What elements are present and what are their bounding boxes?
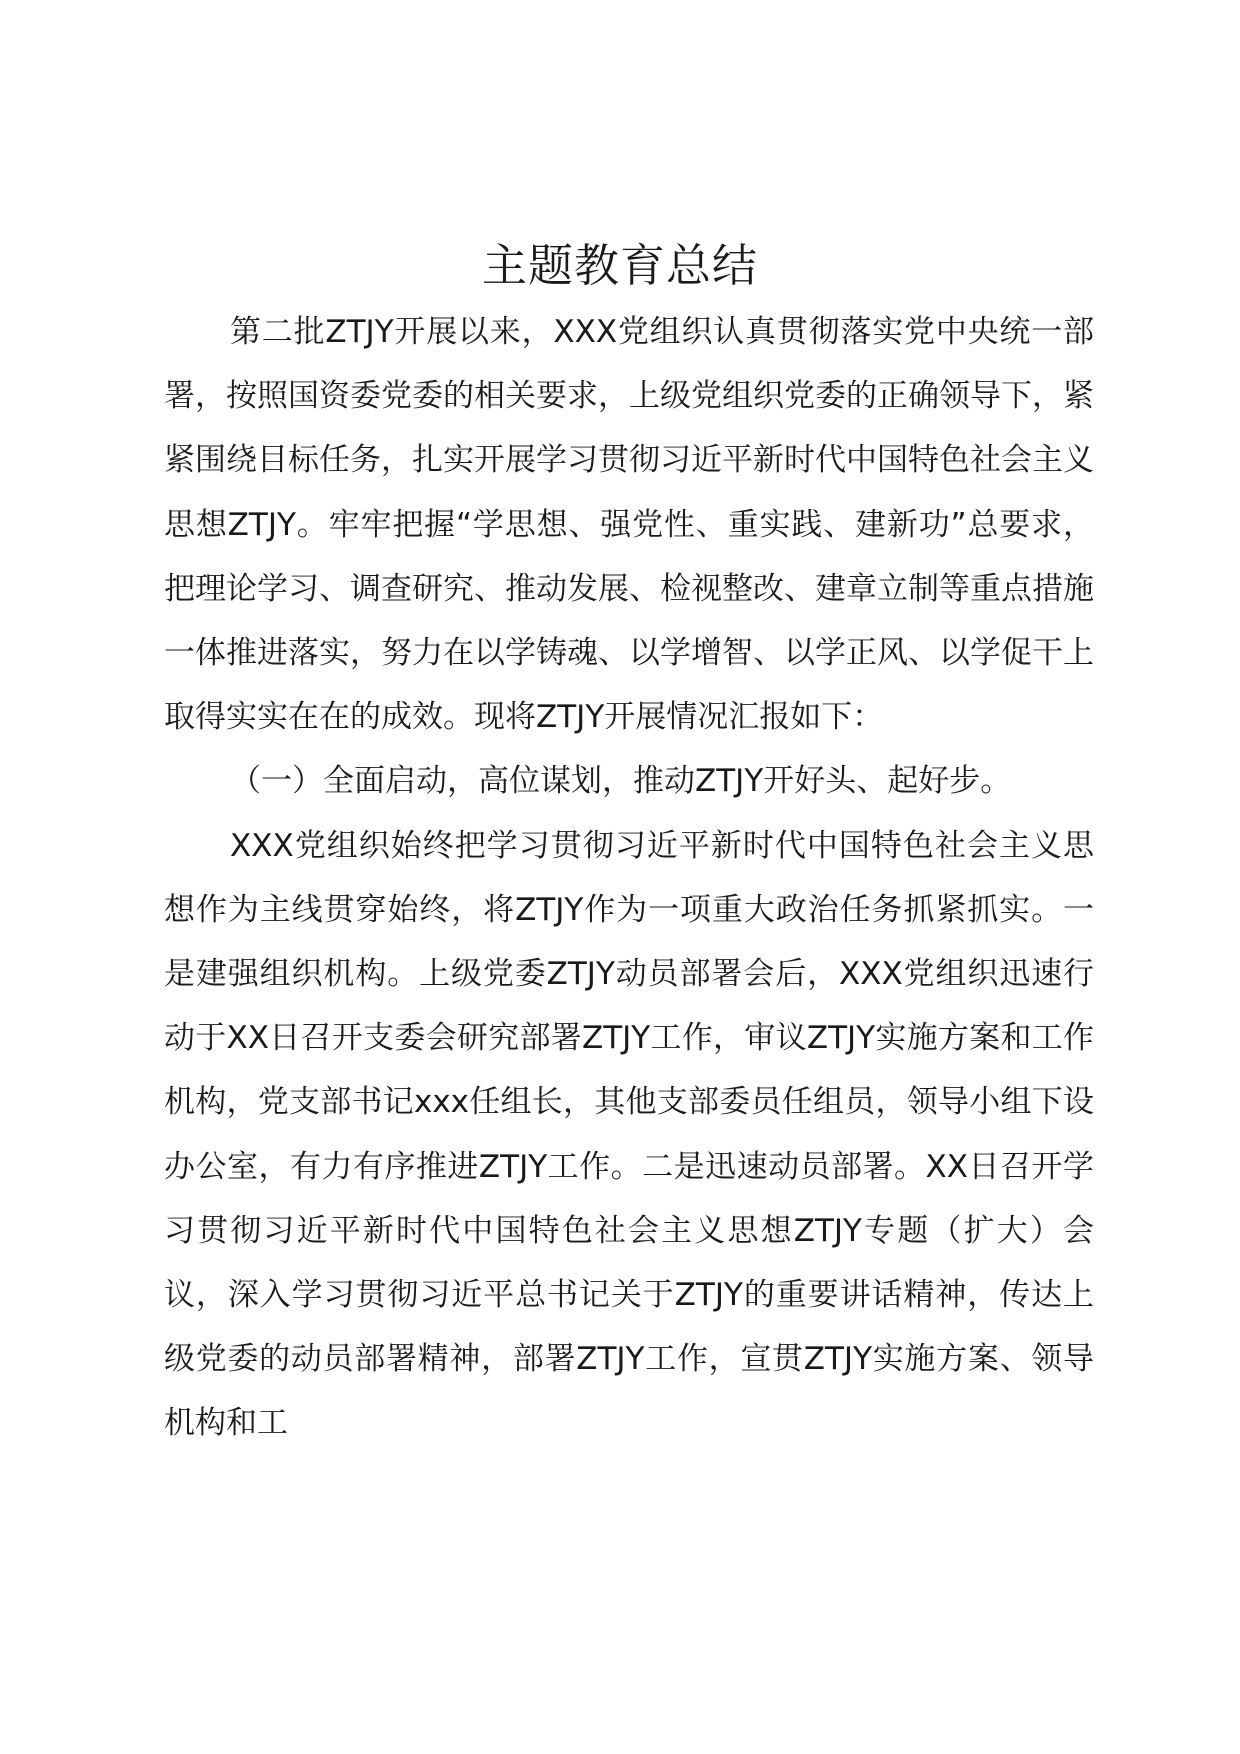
document-body	[164, 300, 1094, 1456]
intro-paragraph: 第二批ZTJY开展以来，XXX党组织认真贯彻落实党中央统一部署，按照国资委党委的相关要求，上级党组织党委的正确领导下，紧紧围绕目标任务，扎实开展学习贯彻习近平新时代中国特色社会主义思想ZTJY。牢牢把握“学思想、强党性、重实践、建新功”总要求，把理论学习、调查研究、推动发展、检视整改、建章立制等重点措施一体推进落实，努力在以学铸魂、以学增智、以学正风、以学促干上取得实实在在的成效。现将ZTJY开展情况汇报如下：	[164, 314, 1094, 736]
section-heading-1: （一）全面启动，高位谋划，推动ZTJY开好头、起好步。	[230, 763, 1012, 800]
section-1-paragraph: XXX党组织始终把学习贯彻习近平新时代中国特色社会主义思想作为主线贯穿始终，将ZTJY作为一项重大政治任务抓紧抓实。一是建强组织机构。上级党委ZTJY动员部署会后，XXX党组织迅速行动于XX日召开支委会研究部署ZTJY工作，审议ZTJY实施方案和工作机构，党支部书记xxx任组长，其他支部委员任组员，领导小组下设办公室，有力有序推进ZTJY工作。二是迅速动员部署。XX日召开学习贯彻习近平新时代中国特色社会主义思想ZTJY专题（扩大）会议，深入学习贯彻习近平总书记关于ZTJY的重要讲话精神，传达上级党委的动员部署精神，部署ZTJY工作，宣贯ZTJY实施方案、领导机构和工	[164, 827, 1094, 1442]
document-title: 主题教育总结	[481, 239, 758, 292]
